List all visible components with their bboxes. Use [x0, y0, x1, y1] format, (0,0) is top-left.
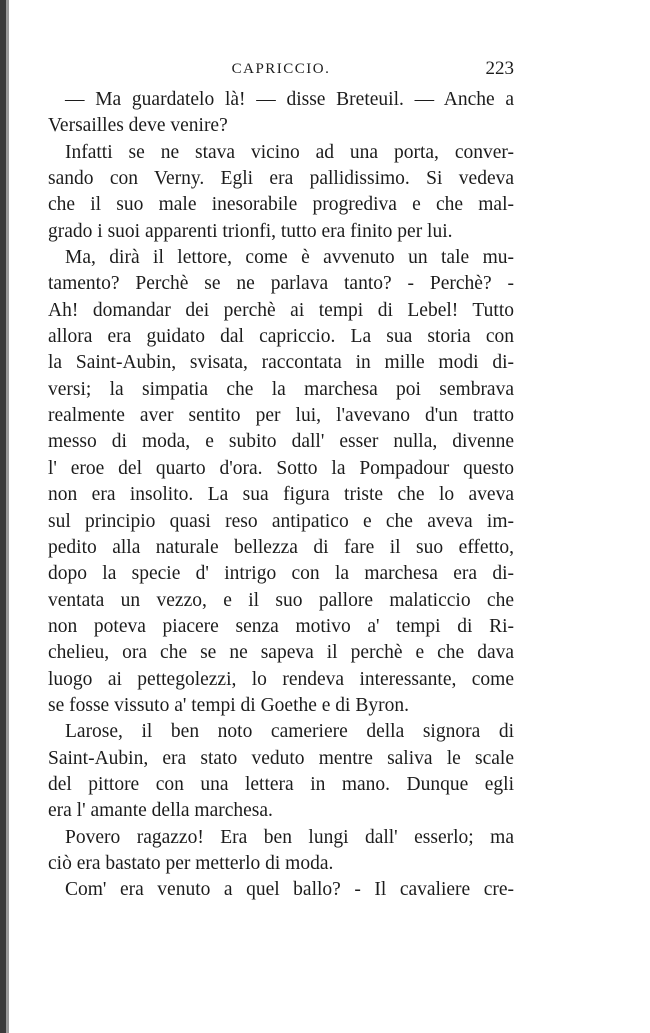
text-line: Versailles deve venire? — [48, 115, 228, 137]
text-line: Larose, il ben noto cameriere della signora di — [65, 721, 514, 743]
text-line: era l' amante della marchesa. — [48, 800, 273, 822]
text-line: sul principio quasi reso antipatico e che aveva im- — [48, 510, 514, 532]
text-line: grado i suoi apparenti trionfi, tutto era finito per lui. — [48, 220, 453, 242]
text-line: — Ma guardatelo là! — disse Breteuil. — Anche a — [65, 89, 514, 110]
text-line: chelieu, ora che se ne sapeva il perchè e che dava — [48, 642, 514, 664]
text-line: che il suo male inesorabile progrediva e che mal- — [48, 194, 514, 216]
text-line: allora era guidato dal capriccio. La sua storia con — [48, 326, 514, 348]
body-text — [48, 87, 514, 904]
text-line: del pittore con una lettera in mano. Dunque egli — [48, 773, 514, 795]
text-line: versi; la simpatia che la marchesa poi sembrava — [48, 378, 514, 400]
running-head — [48, 57, 514, 81]
text-line: Saint-Aubin, era stato veduto mentre saliva le scale — [48, 747, 514, 769]
text-line: luogo ai pettegolezzi, lo rendeva interessante, come — [48, 668, 514, 690]
text-line: ciò era bastato per metterlo di moda. — [48, 852, 334, 874]
text-line: Povero ragazzo! Era ben lungi dall' esserlo; ma — [65, 826, 514, 848]
running-title: CAPRICCIO. — [231, 61, 331, 77]
text-line: pedito alla naturale bellezza di fare il suo effetto, — [48, 536, 514, 558]
text-line: dopo la specie d' intrigo con la marchesa era di- — [48, 563, 514, 585]
text-line: non poteva piacere senza motivo a' tempi di Ri- — [48, 615, 514, 637]
text-line: sando con Verny. Egli era pallidissimo. Si vedeva — [48, 168, 514, 190]
text-line: la Saint-Aubin, svisata, raccontata in mille modi di- — [48, 352, 514, 374]
text-line: l' eroe del quarto d'ora. Sotto la Pompadour questo — [48, 457, 514, 479]
text-line: Ah! domandar dei perchè ai tempi di Lebel! Tutto — [48, 299, 514, 321]
page-number: 223 — [485, 58, 514, 79]
text-line: non era insolito. La sua figura triste che lo aveva — [48, 484, 514, 506]
text-line: Ma, dirà il lettore, come è avvenuto un tale mu- — [65, 247, 514, 269]
text-line: Com' era venuto a quel ballo? - Il cavaliere cre- — [65, 879, 514, 901]
text-line: tamento? Perchè se ne parlava tanto? - Perchè? - — [48, 273, 514, 295]
text-line: realmente aver sentito per lui, l'avevano d'un tratto — [48, 405, 514, 427]
text-line: ventata un vezzo, e il suo pallore malaticcio che — [48, 589, 514, 611]
text-line: messo di moda, e subito dall' esser nulla, divenne — [48, 431, 514, 453]
text-line: se fosse vissuto a' tempi di Goethe e di Byron. — [48, 694, 409, 716]
text-line: Infatti se ne stava vicino ad una porta, conver- — [65, 141, 514, 163]
page-edge-shadow — [6, 0, 9, 1033]
